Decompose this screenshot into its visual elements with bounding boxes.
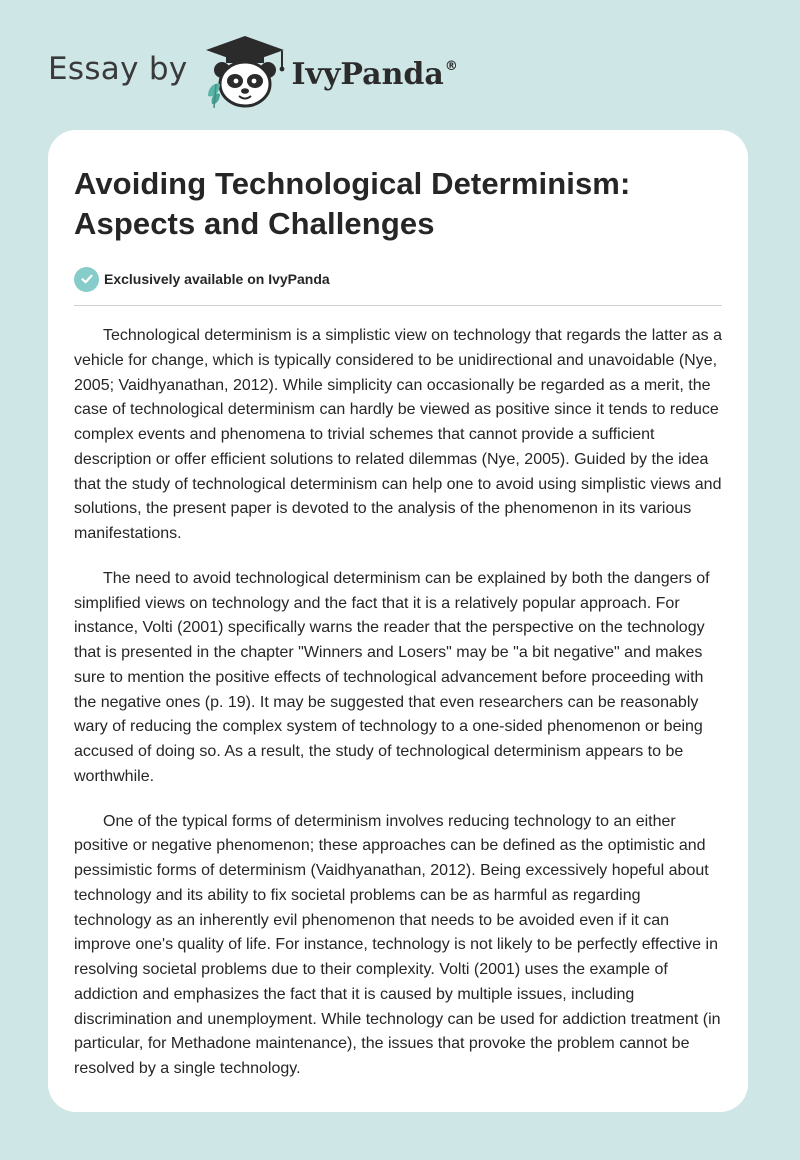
check-circle-icon [74,267,99,292]
essay-by-label: Essay by [48,51,188,87]
site-header [48,34,458,110]
paragraph: The need to avoid technological determinism can be explained by both the dangers of simplified views on technology and the fact that it is a relatively popular approach. For instance, Volti (2001) specifically warns the reader that the perspective on the technology that is presented in the chapter "Winners and Losers" may be "a bit negative" and makes sure to mention the positive effects of technological advancement before proceeding with the negative ones (p. 19). It may be suggested that even researchers can be reasonably wary of reducing the complex system of technology to a one-sided phenomenon or being accused of doing so. As a result, the study of technological determinism appears to be worthwhile. [74,569,710,785]
panda-graduate-icon [202,34,288,110]
brand-name[interactable] [292,57,458,92]
brand-name-text: IvyPanda [291,56,444,92]
paragraph: Technological determinism is a simplistic view on technology that regards the latter as a vehicle for change, which is typically considered to be unidirectional and unavoidable (Nye, 2005; Vaidhyanathan, 2012). While simplicity can occasionally be regarded as a merit, the case of technological determinism can hardly be viewed as positive since it tends to reduce complex events and phenomena to trivial schemes that cannot provide a sufficient description or offer efficient solutions to related dilemmas (Nye, 2005). Guided by the idea that the study of technological determinism can help one to avoid using simplistic views and solutions, the present paper is devoted to the analysis of the phenomenon in its various manifestations. [74,327,722,542]
registered-mark: ® [444,58,458,74]
exclusive-badge [74,266,722,292]
divider [74,305,722,306]
exclusive-badge-label: Exclusively available on IvyPanda [104,271,330,287]
paragraph: One of the typical forms of determinism involves reducing technology to an either positive or negative phenomenon; these approaches can be defined as the optimistic and pessimistic forms of determinism (Vaidhyanathan, 2012). Being excessively hopeful about technology and its ability to fix societal problems can be as harmful as regarding technology as an inherently evil phenomenon that needs to be avoided even if it can improve one's quality of life. For instance, technology is not likely to be perfectly effective in resolving societal problems due to their complexity. Volti (2001) uses the example of addiction and emphasizes the fact that it is caused by multiple issues, including discrimination and unemployment. While technology can be used for addiction treatment (in particular, for Methadone maintenance), the issues that provoke the problem cannot be resolved by a single technology. [74,812,721,1077]
essay-card [48,130,748,1112]
page-title: Avoiding Technological Determinism: Aspects and Challenges [74,166,631,241]
